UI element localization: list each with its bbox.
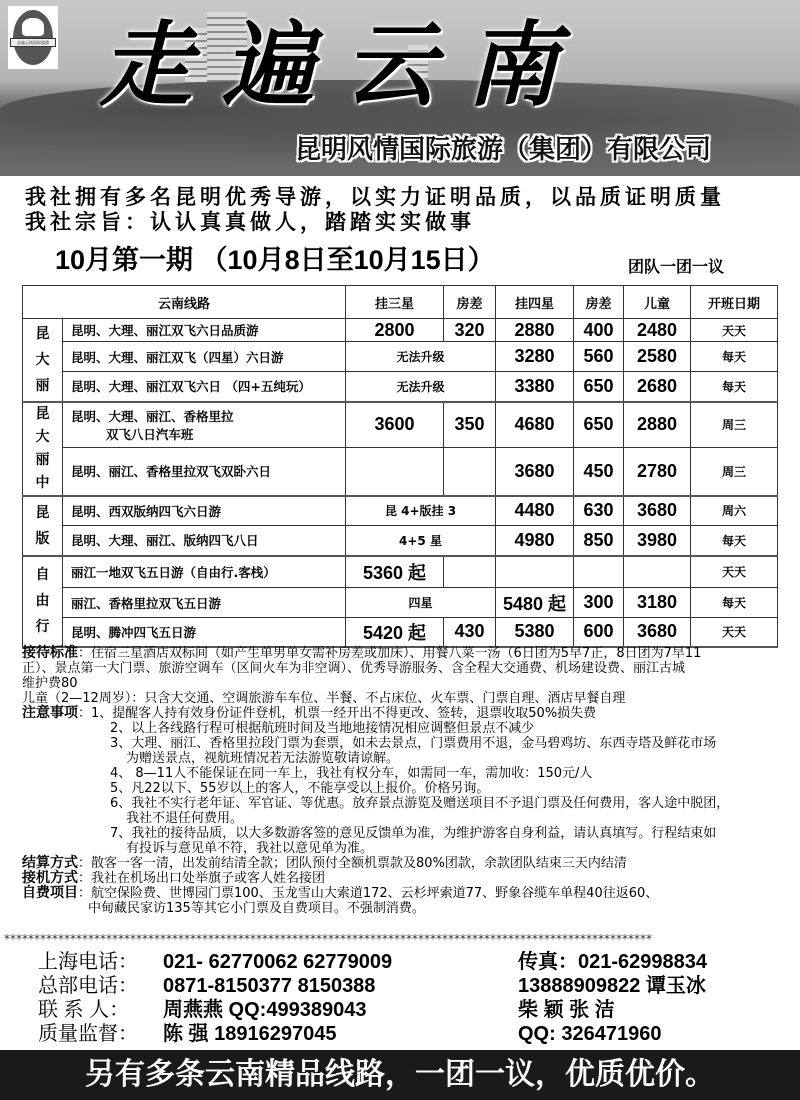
price-table: [22, 285, 778, 648]
route-group-cell: [23, 556, 63, 647]
contact-right: 13888909822 谭玉冰: [518, 975, 706, 997]
price-cell: 3600: [346, 402, 444, 448]
contact-right: QQ: 326471960: [518, 1023, 662, 1045]
contacts-section: [38, 950, 707, 1046]
route-name: 昆明、丽江、香格里拉双飞双卧六日: [63, 447, 346, 495]
contact-value: 021- 62770062 62779009: [163, 951, 393, 973]
price-cell: 3380: [496, 372, 574, 402]
caution-item: 有投诉与意见单不符，我社以意见单为准。: [126, 841, 374, 856]
price-cell: 天天: [691, 319, 778, 342]
price-cell: 650: [574, 402, 624, 448]
caution-label: 注意事项: [22, 705, 78, 721]
contact-label: 总部电话：: [38, 975, 138, 997]
price-cell: 5420 起: [346, 618, 444, 647]
col-header: 挂四星: [496, 286, 574, 319]
pickup-text: ：我社在机场出口处举旗子或客人姓名接团: [78, 871, 326, 886]
children-text: 儿童（2—12周岁）：只含大交通、空调旅游车车位、半餐、不占床位、火车票、门票自理、酒店早餐自理: [22, 691, 626, 706]
price-cell: 2480: [624, 319, 691, 342]
settlement-text: ：散客一客一清，出发前结清全款；团队预付全额机票款及80%团款，余款团队结束三天内结清: [78, 856, 627, 871]
price-cell: 4980: [496, 526, 574, 556]
price-cell: 650: [574, 372, 624, 402]
caution-item: 6、我社不实行老年证、军官证、等优惠。放弃景点游览及赠送项目不予退门票及任何费用，客人途中脱团，: [110, 796, 730, 811]
price-cell: 2880: [496, 319, 574, 342]
contact-right: 柴 颖 张 洁: [518, 999, 615, 1021]
banner-title: 走遍云南: [100, 11, 589, 119]
price-cell: 天天: [691, 556, 778, 588]
terms-section: [22, 646, 782, 916]
caution-item: 3、大理、丽江、香格里拉段门票为套票，如未去景点，门票费用不退，金马碧鸡坊、东西寺塔及鲜花市场: [110, 736, 717, 751]
contact-value: 周燕燕 QQ:499389043: [163, 999, 367, 1021]
price-cell: 4680: [496, 402, 574, 448]
contact-value: 陈 强 18916297045: [163, 1023, 337, 1045]
price-cell: 3980: [624, 526, 691, 556]
col-header: 房差: [574, 286, 624, 319]
route-name: 丽江一地双飞五日游（自由行.客栈）: [63, 556, 346, 588]
separator: ************************************************************************************************************: [4, 932, 652, 946]
contact-label: 联 系 人：: [38, 999, 130, 1021]
table-row: [23, 372, 778, 402]
company-name: 昆明风情国际旅游（集团）有限公司: [295, 135, 712, 165]
price-cell: 无法升级: [346, 372, 496, 402]
price-cell: 昆 4+版挂 3: [346, 496, 496, 526]
price-cell: 4480: [496, 496, 574, 526]
table-row: [23, 342, 778, 372]
route-group-cell: [23, 496, 63, 556]
price-cell: 300: [574, 588, 624, 618]
reception-text: 正）、景点第一大门票、旅游空调车（区间火车为非空调）、优秀导游服务、含全程大交通费、机场建设费、丽江古城: [22, 661, 686, 676]
caution-item: 4、 8—11人不能保证在同一车上，我社有权分车，如需同一车，需加收：150元/人: [110, 766, 593, 781]
price-cell: 2780: [624, 447, 691, 495]
header-banner: [0, 0, 800, 176]
col-header: 挂三星: [346, 286, 444, 319]
table-row: [23, 618, 778, 647]
route-group-cell: [23, 319, 63, 402]
price-cell: 无法升级: [346, 342, 496, 372]
reception-text: ：住宿三星酒店双标间（如产生单男单女需补房差或加床）、用餐八菜一汤（6日团为5早7正，8日团为7早11: [78, 646, 702, 661]
price-cell: [624, 556, 691, 588]
table-row: [23, 556, 778, 588]
contact-row: [38, 1022, 707, 1046]
group-note: 团队一团一议: [628, 257, 725, 276]
price-cell: 2880: [624, 402, 691, 448]
price-cell: 850: [574, 526, 624, 556]
route-name: 昆明、大理、丽江、香格里拉 双飞八日汽车班: [63, 402, 346, 448]
route-name: 丽江、香格里拉双飞五日游: [63, 588, 346, 618]
optional-label: 自费项目: [22, 885, 78, 901]
optional-text: ：航空保险费、世博园门票100、玉龙雪山大索道172、云杉坪索道77、野象谷缆车单程40往返60、: [78, 886, 659, 901]
route-name: 昆明、西双版纳四飞六日游: [63, 496, 346, 526]
col-header: 开班日期: [691, 286, 778, 319]
slogan: 我社拥有多名昆明优秀导游，以实力证明品质，以品质证明质量: [25, 185, 725, 209]
company-logo: [8, 6, 58, 69]
price-cell: 320: [444, 319, 496, 342]
route-name: 昆明、大理、丽江双飞六日品质游: [63, 319, 346, 342]
reception-text: 维护费80: [22, 676, 78, 691]
table-row: [23, 402, 778, 448]
price-cell: [346, 447, 444, 495]
price-cell: 630: [574, 496, 624, 526]
price-cell: 400: [574, 319, 624, 342]
route-group-label: 自由行: [35, 567, 50, 635]
price-cell: 每天: [691, 588, 778, 618]
caution-item: 2、以上各线路行程可根据航班时间及当地地接情况相应调整但景点不减少: [110, 721, 535, 736]
price-cell: 4+5 星: [346, 526, 496, 556]
caution-item: 5、凡22以下、55岁以上的客人，不能享受以上报价。价格另询。: [110, 781, 490, 796]
contact-label: 上海电话：: [38, 951, 138, 973]
price-cell: [444, 556, 496, 588]
route-group-label: 昆大丽: [35, 325, 50, 394]
price-cell: 天天: [691, 618, 778, 647]
price-cell: 周三: [691, 447, 778, 495]
caution-item: 我社不退任何费用。: [126, 811, 244, 826]
price-cell: 2580: [624, 342, 691, 372]
price-cell: 2680: [624, 372, 691, 402]
pickup-label: 接机方式: [22, 870, 78, 886]
price-cell: [574, 556, 624, 588]
footer-banner: 另有多条云南精品线路，一团一议，优质优价。: [0, 1050, 800, 1100]
contact-label: 质量监督：: [38, 1023, 138, 1045]
price-cell: 周三: [691, 402, 778, 448]
price-cell: 四星: [346, 588, 496, 618]
contact-row: [38, 950, 707, 974]
price-cell: 600: [574, 618, 624, 647]
route-group-label: 昆版: [35, 504, 50, 547]
caution-item: ：1、提醒客人持有效身份证件登机，机票一经开出不得更改、签转，退票收取50%损失费: [78, 706, 597, 721]
price-cell: 3280: [496, 342, 574, 372]
reception-label: 接待标准: [22, 645, 78, 661]
route-group-label: 昆大丽中: [35, 405, 50, 491]
period-title: 10月第一期 （10月8日至10月15日）: [55, 245, 495, 275]
route-name: 昆明、腾冲四飞五日游: [63, 618, 346, 647]
price-cell: 450: [574, 447, 624, 495]
table-row: [23, 496, 778, 526]
col-header: 云南线路: [23, 286, 346, 319]
elephant-icon: [22, 18, 44, 36]
price-cell: 3680: [624, 618, 691, 647]
contact-row: [38, 998, 707, 1022]
price-cell: 3180: [624, 588, 691, 618]
contact-value: 0871-8150377 8150388: [163, 975, 376, 997]
price-cell: 430: [444, 618, 496, 647]
caution-item: 为赠送景点，视航班情况若无法游览敬请谅解。: [126, 751, 400, 766]
price-cell: 5380: [496, 618, 574, 647]
price-cell: 5480 起: [496, 588, 574, 618]
table-header-row: [23, 286, 778, 319]
slogan: 我社宗旨：认认真真做人，踏踏实实做事: [25, 210, 475, 234]
route-name: 昆明、大理、丽江双飞（四星）六日游: [63, 342, 346, 372]
price-cell: [496, 556, 574, 588]
price-cell: 每天: [691, 526, 778, 556]
contact-right: 传真：021-62998834: [518, 951, 708, 973]
contact-row: [38, 974, 707, 998]
caution-item: 7、我社的接待品质，以大多数游客签的意见反馈单为准，为维护游客自身利益，请认真填写。行程结束如: [110, 826, 717, 841]
table-row: [23, 319, 778, 342]
col-header: 儿童: [624, 286, 691, 319]
route-group-cell: [23, 402, 63, 496]
price-cell: 3680: [624, 496, 691, 526]
table-row: [23, 526, 778, 556]
price-cell: 周六: [691, 496, 778, 526]
table-row: [23, 447, 778, 495]
price-cell: 每天: [691, 342, 778, 372]
optional-text: 中甸藏民家访135等其它小门票及自费项目。不强制消费。: [88, 901, 425, 916]
price-cell: 350: [444, 402, 496, 448]
price-cell: 5360 起: [346, 556, 444, 588]
table-row: [23, 588, 778, 618]
route-name: 昆明、大理、丽江双飞六日 （四+五纯玩）: [63, 372, 346, 402]
price-cell: 560: [574, 342, 624, 372]
price-cell: 2800: [346, 319, 444, 342]
price-cell: 每天: [691, 372, 778, 402]
col-header: 房差: [444, 286, 496, 319]
logo-text: 走遍云南国际旅游: [10, 38, 56, 47]
settlement-label: 结算方式: [22, 855, 78, 871]
price-cell: [444, 447, 496, 495]
route-name: 昆明、大理、丽江、版纳四飞八日: [63, 526, 346, 556]
price-cell: 3680: [496, 447, 574, 495]
